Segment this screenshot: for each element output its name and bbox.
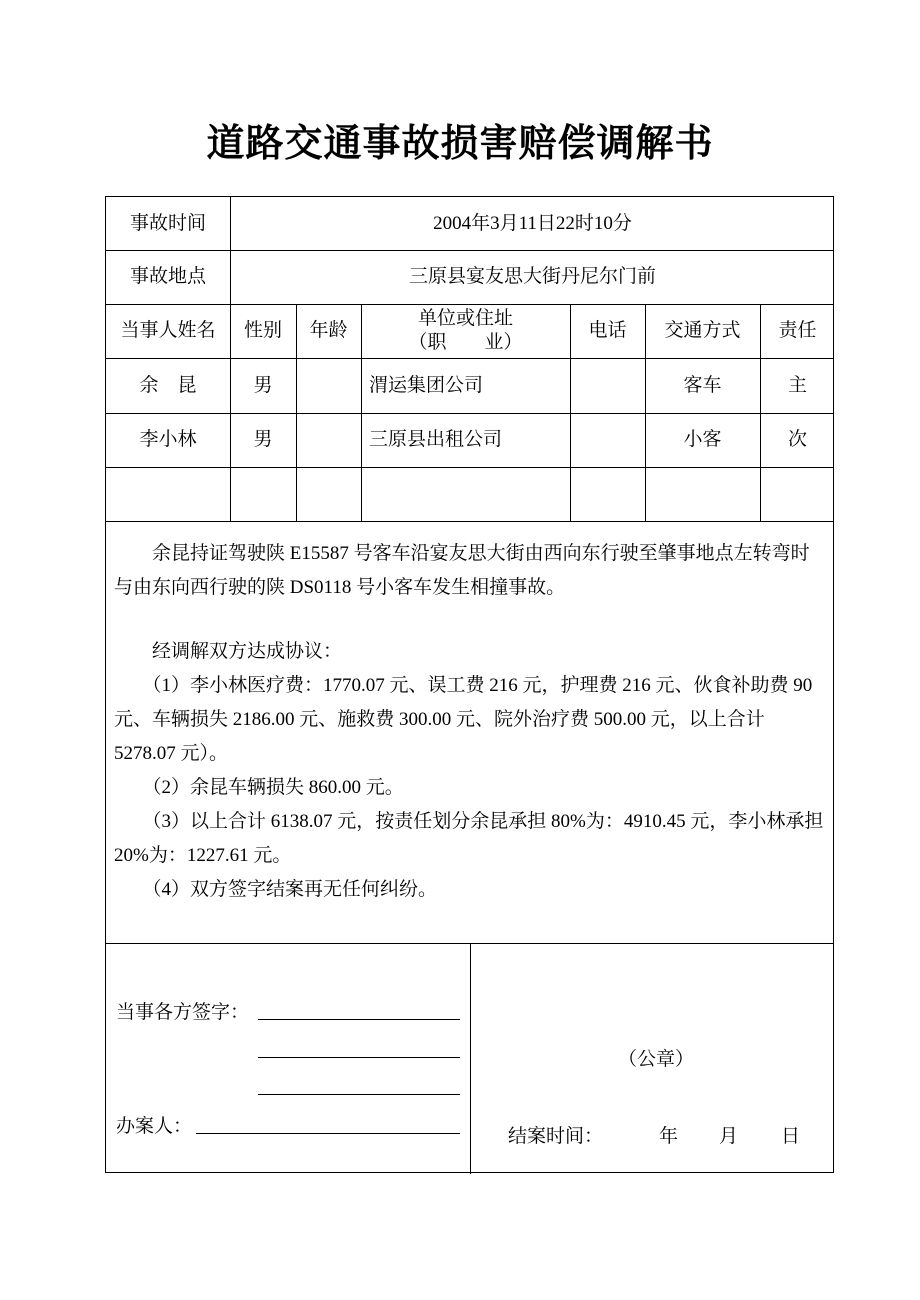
divider bbox=[106, 467, 833, 468]
official-seal-label: （公章） bbox=[618, 1049, 695, 1070]
party-transport: 客车 bbox=[683, 374, 722, 396]
close-time-month: 月 bbox=[719, 1126, 739, 1147]
divider bbox=[470, 943, 471, 1174]
close-time-label: 结案时间： bbox=[508, 1126, 604, 1147]
agreement-intro: 经调解双方达成协议： bbox=[152, 641, 343, 662]
header-age: 年龄 bbox=[309, 320, 348, 341]
handler-label: 办案人： bbox=[116, 1116, 193, 1137]
header-unit-line1: 单位或住址 bbox=[417, 308, 513, 329]
header-unit-line2: （职 业） bbox=[408, 332, 523, 353]
accident-narrative: 余昆持证驾驶陕 E15587 号客车沿宴友思大街由西向东行驶至肇事地点左转弯时与由东向西行驶的陕 DS0118 号小客车发生相撞事故。 bbox=[114, 543, 810, 598]
header-gender: 性别 bbox=[243, 320, 282, 341]
mediation-body bbox=[106, 537, 835, 907]
party-transport: 小客 bbox=[683, 429, 722, 450]
document-title: 道路交通事故损害赔偿调解书 bbox=[206, 123, 714, 165]
signature-line[interactable] bbox=[258, 1057, 460, 1058]
party-unit: 渭运集团公司 bbox=[369, 374, 484, 396]
accident-place-label: 事故地点 bbox=[129, 266, 206, 287]
party-unit: 三原县出租公司 bbox=[369, 429, 503, 450]
agreement-item: （2）余昆车辆损失 860.00 元。 bbox=[142, 777, 404, 798]
header-transport: 交通方式 bbox=[664, 320, 741, 341]
agreement-item: （4）双方签字结案再无任何纠纷。 bbox=[142, 879, 438, 900]
header-unit bbox=[361, 304, 570, 358]
parties-signature-label: 当事各方签字： bbox=[116, 1002, 250, 1023]
close-time-year: 年 bbox=[659, 1126, 679, 1147]
party-responsibility: 次 bbox=[787, 429, 807, 450]
signature-line[interactable] bbox=[258, 1094, 460, 1095]
party-responsibility: 主 bbox=[787, 374, 807, 396]
header-name: 当事人姓名 bbox=[120, 320, 216, 341]
mediation-table bbox=[105, 196, 834, 1173]
header-responsibility: 责任 bbox=[778, 320, 817, 341]
handler-signature-line[interactable] bbox=[196, 1133, 460, 1134]
party-name: 余 昆 bbox=[139, 374, 197, 396]
signature-line[interactable] bbox=[258, 1019, 460, 1020]
agreement-item: （3）以上合计 6138.07 元，按责任划分余昆承担 80%为：4910.45 元，李小林承担 20%为：1227.61 元。 bbox=[114, 811, 824, 866]
divider bbox=[106, 521, 833, 522]
agreement-item: （1）李小林医疗费：1770.07 元、误工费 216 元，护理费 216 元、伙食补助费 90 元、车辆损失 2186.00 元、施救费 300.00 元、院外治疗费 500.00 元，以上合计 5278.07 元）。 bbox=[114, 675, 813, 764]
accident-time-label: 事故时间 bbox=[129, 212, 206, 234]
party-gender: 男 bbox=[253, 429, 273, 450]
party-name: 李小林 bbox=[139, 429, 197, 450]
header-phone: 电话 bbox=[588, 320, 627, 341]
accident-time-value: 2004年3月11日22时10分 bbox=[433, 212, 632, 234]
close-time-day: 日 bbox=[781, 1126, 801, 1147]
accident-place-value: 三原县宴友思大街丹尼尔门前 bbox=[408, 266, 656, 287]
party-gender: 男 bbox=[253, 374, 273, 396]
